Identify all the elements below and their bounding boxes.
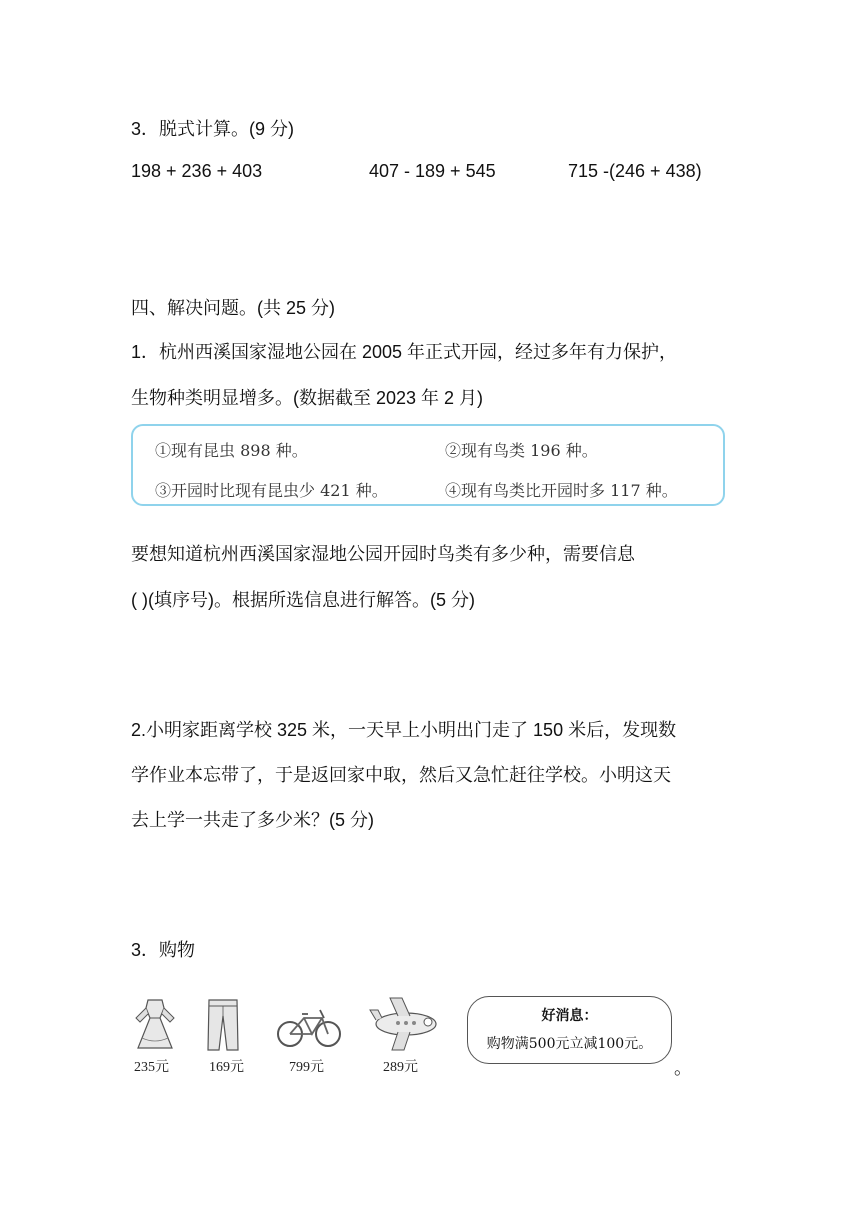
info-item-4: ④现有鸟类比开园时多 117 种。 <box>445 481 678 500</box>
sale-notice-body: 购物满500元立减100元。 <box>486 1036 653 1052</box>
sale-notice-bubble <box>467 996 672 1064</box>
bicycle-icon <box>276 1002 342 1050</box>
info-item-2: ②现有鸟类 196 种。 <box>445 441 598 460</box>
q1-ask-line-2: ( )(填序号)。根据所选信息进行解答。(5 分) <box>131 590 475 610</box>
q1-ask-line-1: 要想知道杭州西溪国家湿地公园开园时鸟类有多少种，需要信息 <box>131 544 635 564</box>
price-pants: 169元 <box>209 1060 244 1075</box>
calc-section-title: 3．脱式计算。(9 分) <box>131 119 295 139</box>
info-item-3: ③开园时比现有昆虫少 421 种。 <box>155 481 388 500</box>
q1-line-1: 1．杭州西溪国家湿地公园在 2005 年正式开园，经过多年有力保护， <box>131 342 678 362</box>
dress-icon <box>130 998 180 1054</box>
toy-airplane-icon <box>368 994 444 1054</box>
q1-line-2: 生物种类明显增多。(数据截至 2023 年 2 月) <box>131 388 484 408</box>
expression-2: 407 - 189 + 545 <box>369 161 496 181</box>
q2-line-3: 去上学一共走了多少米？(5 分) <box>131 810 374 830</box>
info-item-1: ①现有昆虫 898 种。 <box>155 441 308 460</box>
trailing-period: 。 <box>674 1058 692 1078</box>
q2-line-2: 学作业本忘带了，于是返回家中取，然后又急忙赶往学校。小明这天 <box>131 765 671 785</box>
q2-line-1: 2.小明家距离学校 325 米，一天早上小明出门走了 150 米后，发现数 <box>131 720 677 740</box>
pants-icon <box>205 998 241 1054</box>
price-airplane: 289元 <box>383 1060 418 1075</box>
price-bicycle: 799元 <box>289 1060 324 1075</box>
sale-notice-title: 好消息： <box>541 1008 598 1024</box>
problem-section-title: 四、解决问题。(共 25 分) <box>131 298 336 318</box>
expression-3: 715 -(246 + 438) <box>568 161 702 181</box>
q3-title: 3．购物 <box>131 940 196 960</box>
expression-1: 198 + 236 + 403 <box>131 161 263 181</box>
price-dress: 235元 <box>134 1060 169 1075</box>
info-box <box>131 424 725 506</box>
